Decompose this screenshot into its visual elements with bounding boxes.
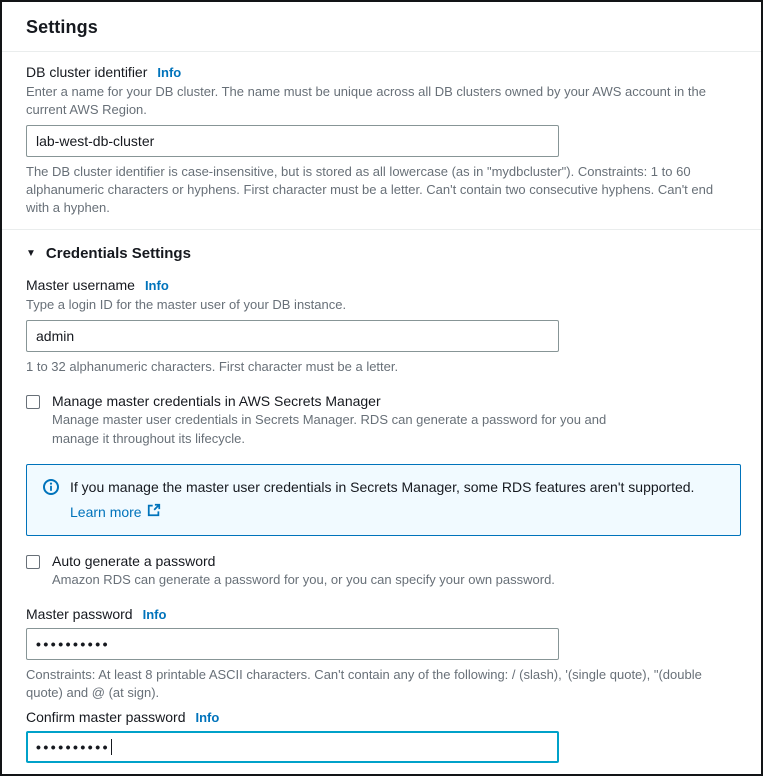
learn-more-link[interactable]	[70, 502, 161, 524]
master-password-field	[26, 606, 737, 702]
page-title: Settings	[26, 17, 98, 37]
info-alert	[26, 464, 741, 536]
master-username-field	[26, 277, 737, 376]
master-username-description: Type a login ID for the master user of your DB instance.	[26, 297, 347, 313]
master-username-constraint: 1 to 32 alphanumeric characters. First character must be a letter.	[26, 359, 399, 375]
credentials-settings-section-toggle[interactable]	[26, 245, 191, 262]
secrets-manager-checkbox-label[interactable]: Manage master credentials in AWS Secrets Manager	[52, 393, 381, 410]
learn-more-label: Learn more	[70, 503, 142, 520]
db-cluster-identifier-field	[26, 64, 737, 217]
section-divider	[2, 229, 761, 230]
secrets-manager-checkbox[interactable]	[26, 395, 40, 409]
external-link-icon	[147, 502, 161, 524]
info-alert-message: If you manage the master user credentials in Secrets Manager, some RDS features aren't supported.	[70, 479, 695, 495]
auto-generate-password-checkbox-label[interactable]: Auto generate a password	[52, 553, 216, 570]
caret-down-icon: ▼	[26, 247, 36, 259]
master-username-label: Master username	[26, 277, 135, 294]
db-cluster-identifier-info-link[interactable]: Info	[157, 65, 182, 80]
settings-form	[2, 52, 761, 763]
db-cluster-identifier-constraint: The DB cluster identifier is case-insensitive, but is stored as all lowercase (as in "mydbcluster"). Constraints: 1 to 60 alphanumeric characters or hyphens. First character must be a letter. Can't contain two consecutive hyphens. Can't end with a hyphen.	[26, 164, 714, 216]
secrets-manager-checkbox-description: Manage master user credentials in Secrets Manager. RDS can generate a password for you and manage it throughout its lifecycle.	[52, 412, 607, 447]
panel-header	[2, 2, 761, 51]
master-password-label: Master password	[26, 606, 133, 623]
master-password-constraint: Constraints: At least 8 printable ASCII characters. Can't contain any of the following: / (slash), '(single quote), "(double quote) and @ (at sign).	[26, 667, 702, 701]
info-circle-icon	[43, 479, 59, 500]
auto-generate-password-description: Amazon RDS can generate a password for you, or you can specify your own password.	[52, 572, 555, 588]
confirm-master-password-masked-value: ••••••••••	[36, 739, 111, 756]
confirm-master-password-input[interactable]	[26, 731, 559, 763]
credentials-settings-title: Credentials Settings	[45, 245, 191, 263]
text-cursor	[111, 739, 112, 755]
db-cluster-identifier-description: Enter a name for your DB cluster. The name must be unique across all DB clusters owned by your AWS account in the current AWS Region.	[26, 84, 706, 118]
confirm-master-password-info-link[interactable]: Info	[195, 710, 220, 726]
master-password-masked-value: ••••••••••	[36, 636, 111, 653]
master-password-info-link[interactable]: Info	[142, 607, 167, 623]
confirm-master-password-label: Confirm master password	[26, 709, 186, 726]
db-cluster-identifier-input[interactable]	[26, 125, 559, 157]
confirm-master-password-field	[26, 709, 737, 763]
master-username-input[interactable]	[26, 320, 559, 352]
auto-generate-password-checkbox[interactable]	[26, 555, 40, 569]
secrets-manager-option	[26, 393, 737, 449]
master-username-info-link[interactable]: Info	[144, 278, 169, 294]
master-password-input[interactable]	[26, 628, 559, 660]
auto-generate-password-option	[26, 553, 737, 590]
db-cluster-identifier-label: DB cluster identifier	[26, 64, 148, 80]
